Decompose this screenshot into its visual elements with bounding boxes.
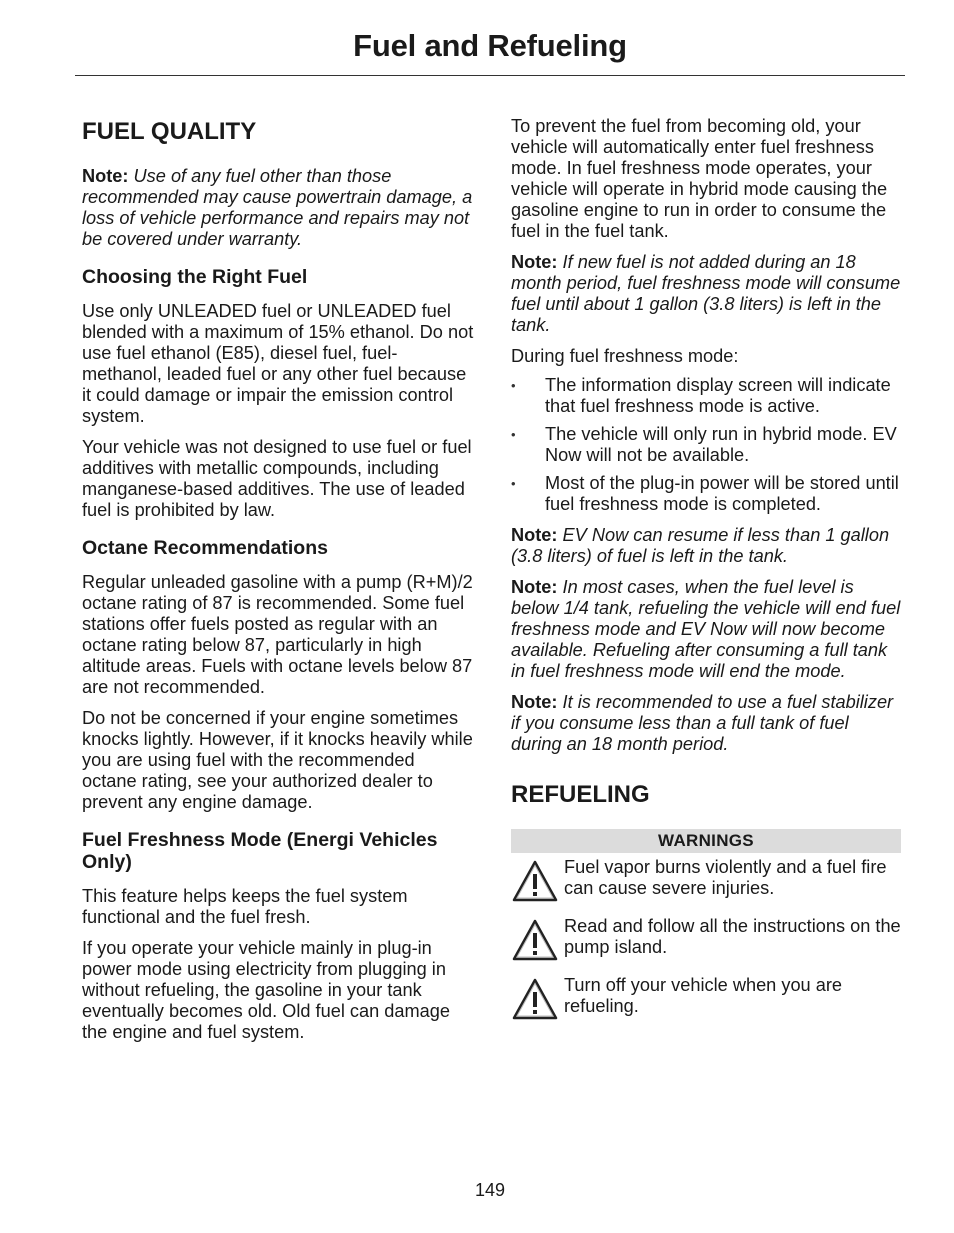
note-18-month (511, 252, 901, 336)
heading-fuel-freshness: Fuel Freshness Mode (Energi Vehicles Only) (82, 829, 438, 873)
warning-triangle-icon (511, 918, 559, 962)
warning-item (511, 916, 901, 962)
paragraph-during-mode: During fuel freshness mode: (511, 346, 739, 366)
note-text: EV Now can resume if less than 1 gallon (3.8 liters) of fuel is left in the tank. (511, 525, 890, 566)
note-text: Use of any fuel other than those recommended may cause powertrain damage, a loss of vehicle performance and repairs may not be covered under warranty. (82, 166, 473, 249)
warnings-header: WARNINGS (511, 829, 901, 853)
list-item: • The vehicle will only run in hybrid mode. EV Now will not be available. (511, 424, 897, 465)
warning-triangle-icon (511, 977, 559, 1021)
heading-choosing-fuel: Choosing the Right Fuel (82, 266, 308, 288)
note-text: It is recommended to use a fuel stabilizer if you consume less than a full tank of fuel during an 18 month period. (511, 692, 894, 754)
note-quarter-tank (511, 577, 901, 682)
note-fuel-warranty (82, 166, 474, 250)
note-text: In most cases, when the fuel level is below 1/4 tank, refueling the vehicle will end fuel freshness mode and EV Now will now become available. Refueling after consuming a full tank in fuel freshness mode will end the mode. (511, 577, 901, 681)
paragraph-freshness-feature: This feature helps keeps the fuel system functional and the fuel fresh. (82, 886, 408, 927)
paragraph-plugin-mode: If you operate your vehicle mainly in plug-in power mode using electricity from plugging in without refueling, the gasoline in your tank eventually becomes old. Old fuel can damage the engine and fuel system. (82, 938, 451, 1042)
list-item: • The information display screen will indicate that fuel freshness mode is active. (511, 375, 891, 416)
warning-item (511, 857, 901, 903)
freshness-bullet-list (511, 375, 901, 515)
bullet-icon: • (511, 378, 516, 393)
warning-text: Read and follow all the instructions on the pump island. (564, 916, 901, 957)
paragraph-unleaded: Use only UNLEADED fuel or UNLEADED fuel blended with a maximum of 15% ethanol. Do not use fuel ethanol (E85), diesel fuel, fuel-methanol, leaded fuel or any other fuel because it could damage or impair the emission control system. (82, 301, 474, 426)
paragraph-engine-knock: Do not be concerned if your engine sometimes knocks lightly. However, if it knocks heavily while you are using fuel with the recommended octane rating, see your authorized dealer to prevent any engine damage. (82, 708, 473, 812)
paragraph-metallic-additives: Your vehicle was not designed to use fuel or fuel additives with metallic compounds, including manganese-based additives. The use of leaded fuel is prohibited by law. (82, 437, 472, 520)
page-number: 149 (474, 1180, 506, 1200)
warning-text: Fuel vapor burns violently and a fuel fire can cause severe injuries. (564, 857, 887, 898)
note-ev-now-resume (511, 525, 901, 567)
note-label: Note: (82, 166, 129, 186)
bullet-icon: • (511, 427, 516, 442)
note-fuel-stabilizer (511, 692, 901, 755)
warning-text: Turn off your vehicle when you are refueling. (564, 975, 843, 1016)
section-title-refueling: REFUELING (511, 781, 650, 808)
list-item: • Most of the plug-in power will be stored until fuel freshness mode is completed. (511, 473, 899, 514)
paragraph-prevent-old-fuel: To prevent the fuel from becoming old, your vehicle will automatically enter fuel freshness mode. In fuel freshness mode operates, your vehicle will operate in hybrid mode causing the gasoline engine to run in order to consume the fuel in the fuel tank. (511, 116, 888, 241)
note-label: Note: (511, 577, 558, 597)
note-label: Note: (511, 252, 558, 272)
note-label: Note: (511, 525, 558, 545)
warning-item (511, 975, 901, 1021)
paragraph-octane-rating: Regular unleaded gasoline with a pump (R+M)/2 octane rating of 87 is recommended. Some fuel stations offer fuels posted as regular with an octane rating below 87, particularly in high altitude areas. Fuels with octane levels below 87 are not recommended. (82, 572, 473, 697)
note-text: If new fuel is not added during an 18 month period, fuel freshness mode will consume fuel until about 1 gallon (3.8 liters) is left in the tank. (511, 252, 901, 335)
heading-octane: Octane Recommendations (82, 537, 328, 559)
warning-triangle-icon (511, 859, 559, 903)
title-divider (75, 75, 905, 76)
bullet-icon: • (511, 476, 516, 491)
note-label: Note: (511, 692, 558, 712)
section-title-fuel-quality: FUEL QUALITY (82, 118, 257, 145)
left-column (82, 112, 474, 1053)
right-column (511, 116, 901, 1034)
page-title: Fuel and Refueling (353, 28, 627, 63)
